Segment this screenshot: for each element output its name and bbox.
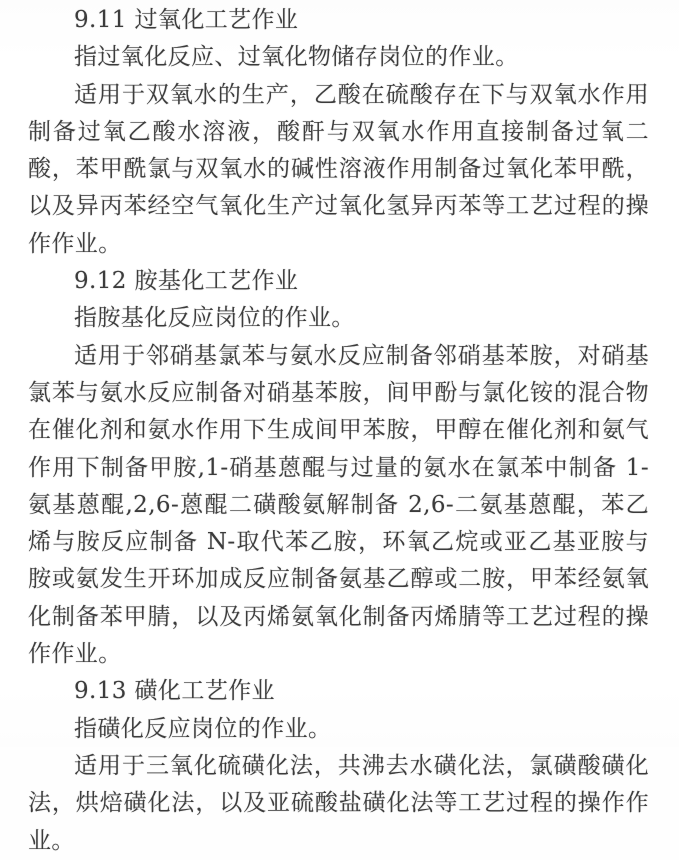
section-9-11-scope-paragraph: 适用于双氧水的生产，乙酸在硫酸存在下与双氧水作用制备过氧乙酸水溶液，酸酐与双氧水作用直接制备过氧二酸，苯甲酰氯与双氧水的碱性溶液作用制备过氧化苯甲酰，以及异丙苯经空气氧化生产过氧化氢异丙苯等工艺过程的操作作业。 <box>28 81 649 257</box>
section-9-11-definition-paragraph: 指过氧化反应、过氧化物储存岗位的作业。 <box>74 44 519 71</box>
section-heading-9-13: 9.13 磺化工艺作业 <box>74 678 275 705</box>
section-9-12-scope-paragraph: 适用于邻硝基氯苯与氨水反应制备邻硝基苯胺，对硝基氯苯与氨水反应制备对硝基苯胺，间甲酚与氯化铵的混合物在催化剂和氨水作用下生成间甲苯胺，甲醇在催化剂和氨气作用下制备甲胺,1-硝基蒽醌与过量的氨水在氯苯中制备 1-氨基蒽醌,2,6-蒽醌二磺酸氨解制备 2,6-二氨基蒽醌，苯乙烯与胺反应制备 N-取代苯乙胺，环氧乙烷或亚乙基亚胺与胺或氨发生开环加成反应制备氨基乙醇或二胺，甲苯经氨氧化制备苯甲腈，以及丙烯氨氧化制备丙烯腈等工艺过程的操作作业。 <box>28 342 649 668</box>
section-9-13-definition-paragraph: 指磺化反应岗位的作业。 <box>74 715 332 742</box>
section-9-12-definition-paragraph: 指胺基化反应岗位的作业。 <box>74 305 355 332</box>
section-heading-9-11: 9.11 过氧化工艺作业 <box>74 7 299 33</box>
section-9-13-scope-paragraph: 适用于三氧化硫磺化法，共沸去水磺化法，氯磺酸磺化法，烘焙磺化法，以及亚硫酸盐磺化法等工艺过程的操作作业。 <box>28 752 649 854</box>
section-heading-9-12: 9.12 胺基化工艺作业 <box>74 268 299 295</box>
